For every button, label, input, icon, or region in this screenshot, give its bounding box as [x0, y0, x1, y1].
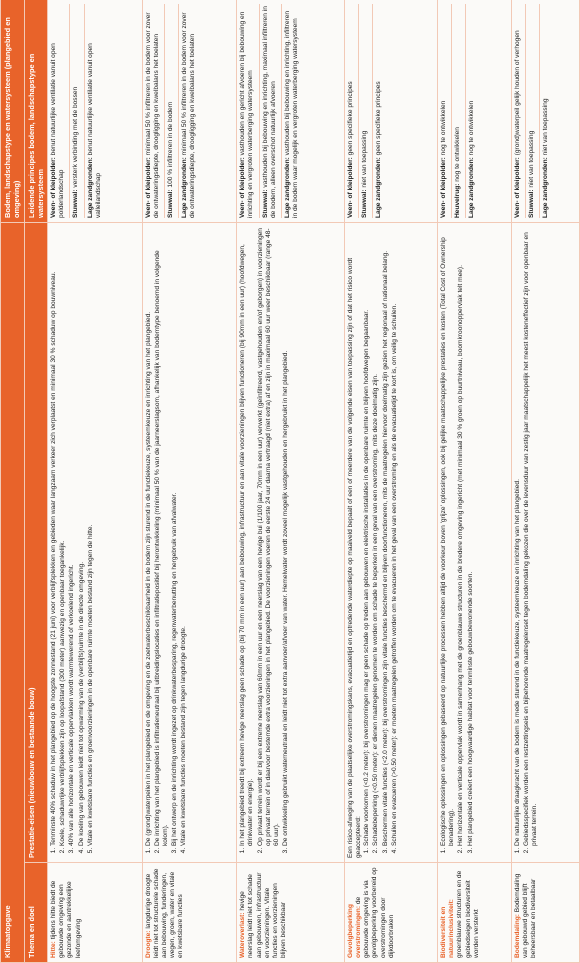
eis-item: 1. Ecologische oplossingen en oplossingen gebaseerd op natuurlijke processen hebben altijd de voorkeur boven 'grijze' oplossingen, ook bij gelijke maatschappelijke prestaties en kosten (Total Cost of Ownership benadering).	[440, 227, 456, 846]
principe-item	[540, 4, 553, 218]
eis-item: 1. In het plangebied treedt bij extreem hevige neerslag geen schade op (bij 70 mm in een uur) aan bebouwing, infrastructuur en aan vitale voorzieningen blijven functioneren (bij 90mm in een uur) (hoofdwegen, drinkwater en energie).	[239, 227, 255, 846]
eis-item: 1. Tenminste 40% schaduw in het plangebied op de hoogste zonnestand (21 juni) voor verblijfsplekken en gebieden waar langzaam verkeer zich verplaatst en minimaal 30 % schaduw op bouwniveau.	[50, 227, 58, 846]
eis-item: 3. Bij het ontwerp en de inrichting wordt ingezet op drinkwaterbesparing, regenwaterbenutting en hergebruik van afvalwater.	[171, 227, 179, 846]
theme-cell	[237, 863, 345, 963]
eis-item: 4. Vitale en kwetsbare functies moeten bestand zijn tegen langdurige droogte.	[180, 227, 188, 846]
principe-item	[282, 4, 303, 218]
theme-title: Wateroverlast:	[239, 912, 247, 958]
principe-text: (grond)waterpeil gelijk houden of verhogen	[513, 30, 521, 158]
col-eisen-header: Prestatie-eisen (nieuwbouw en bestaande bouw)	[24, 222, 48, 862]
eisen-cell	[142, 222, 237, 862]
table-row	[511, 0, 579, 963]
principe-label: Veen- of kleipolder:	[239, 157, 247, 218]
principe-text: niet van toepassing	[360, 130, 368, 190]
principe-text: vasthouden en gericht afvoeren bij bebouwing en inrichting en vergroten waterberging watersysteem	[239, 11, 255, 218]
principes-cell	[142, 0, 237, 222]
theme-text: langdurige droogte leidt niet tot structurele schade aan bebouwing, funderingen, wegen, groen, water en vitale en kwetsbare functies	[144, 868, 185, 958]
principe-label: Lage zandgronden:	[542, 157, 550, 218]
principe-item	[526, 4, 540, 218]
table-row	[48, 0, 143, 963]
principe-item	[452, 4, 466, 218]
principe-item	[260, 4, 282, 218]
principe-item	[70, 4, 84, 218]
principe-label: Veen- of kleipolder:	[513, 157, 521, 218]
eis-item: 3. Beschermen vitale functies (<2.0 meter): bij overstromingen zijn vitale functies beschermd en blijven doorfunctioneren, mits de maatregelen hiervoor doelmatig zijn gezien het regionaal of nationaal belang.	[382, 227, 390, 846]
principe-label: Lage zandgronden:	[468, 157, 476, 218]
principe-text: versterk verbinding met de bossen	[72, 86, 80, 190]
principes-cell	[237, 0, 345, 222]
eisen-cell	[438, 222, 512, 862]
principe-label: Veen- of kleipolder:	[346, 157, 354, 218]
theme-text: groenblauwe structuren en de gebiedseigen biodiversiteit worden versterkt	[456, 870, 480, 958]
principe-text: nog te ontwikkelen	[454, 127, 462, 184]
table-row	[142, 0, 237, 963]
theme-title: Gevolgbeperking overstromingen:	[346, 904, 362, 958]
principe-text: benut natuurlijke ventilatie vanuit open polderlandschap	[50, 43, 66, 218]
eisen-cell	[344, 222, 437, 862]
eisen-cell	[511, 222, 579, 862]
principe-text: geen specifieke principes	[375, 81, 383, 158]
principe-label: Stuwwal:	[72, 189, 80, 218]
principe-item	[143, 4, 165, 218]
table-row	[438, 0, 512, 963]
principe-label: Veen- of kleipolder:	[144, 157, 152, 218]
principe-label: Lage zandgronden:	[375, 157, 383, 218]
theme-cell	[142, 863, 237, 963]
principe-text: benut natuurlijke ventilatie vanuit open valleilandschap	[86, 43, 102, 218]
principe-label: Stuwwal:	[360, 189, 368, 218]
theme-cell	[344, 863, 437, 963]
theme-text: de gebouwde omgeving is via gevolgbeperking voorbereid op overstromingen door dijkdoorbraken	[354, 867, 395, 958]
col-theme-header: Thema en doel	[24, 863, 48, 963]
table-row	[344, 0, 437, 963]
eisen-cell	[48, 222, 143, 862]
principe-item	[466, 4, 479, 218]
principe-text: niet van toepassing	[542, 98, 550, 158]
principe-text: nog te ontwikkelen	[440, 100, 447, 158]
principe-item	[237, 4, 259, 218]
theme-title: Bodemdaling:	[513, 914, 521, 958]
theme-cell	[511, 863, 579, 963]
eisen-cell	[237, 222, 345, 862]
header-right-title: Bodem, landschapstype en watersysteem (plangebied en omgeving)	[1, 0, 25, 222]
eis-item: 2. Het horizontale en verticale oppervlak wordt in samenhang met de groenblauwe structuren in de bredere omgeving ingericht (met minimaal 30 % groen op buurtniveau, boomkroonoppervlak telt mee).	[457, 227, 465, 846]
principe-label: Stuwwal:	[261, 189, 269, 218]
principe-label: Stuwwal:	[166, 189, 174, 218]
principe-text: geen specifieke principes	[346, 81, 354, 158]
eis-item: 4. Schuilen en evacueren (>0.50 meter): er moeten maatregelen getroffen worden om te evacueren in het geval van een overstroming en als de evacuatietijd te kort is, om veilig te schuilen.	[391, 227, 399, 846]
theme-text: Bodemdaling van gebouwd gebied blijft beheersbaar en betaalbaar	[513, 873, 538, 958]
eis-item: 3. 40% van alle horizontale en verticale oppervlakken wordt warmtewerend of verkoelend ingericht.	[68, 227, 76, 846]
theme-title: Hitte:	[50, 941, 57, 958]
principe-text: minimaal 50 % infiltreren in de bodem voor zover de ontwateringsdiepte, droogligging en kwelbalans het toelaten	[181, 12, 197, 218]
eis-item: 1. Schade voorkomen (<0.2 meter): bij overstromingen mag er geen schade op treden aan gebouwen en elektrische installaties in de openbare ruimte en blijven hoofdwegen begaanbaar.	[363, 227, 371, 846]
principe-item	[345, 4, 359, 218]
principes-cell	[438, 0, 512, 222]
principe-text: minimaal 50 % infiltreren in de bodem voor zover de ontwateringsdiepte, droogligging en kwelbalans het toelaten	[144, 12, 160, 218]
theme-cell	[438, 863, 512, 963]
eis-item: 3. De ontwikkeling gebruikt waterneutraal en leidt niet tot extra aanvoer/afvoer van water. Hemelwater wordt zoveel mogelijk vastgehouden en hergebruikt in het plangebied.	[282, 227, 290, 846]
principe-item	[512, 4, 526, 218]
eis-item: 2. De inrichting van het plangebied is infiltratieneutraal bij uitbreidingslocaties en infiltratiepositief bij herontwikkeling (minimaal 50 % van de jaarneerslagsom, afhankelijk van bodemtype benoemd in volgende kolom).	[154, 227, 170, 846]
principe-label: Lage zandgronden:	[283, 157, 291, 218]
principe-text: 100 % infiltreren in de bodem	[166, 101, 174, 190]
eis-item: 2. Gebiedsspecifiek worden een restzettingseis en bijbehorende maatregelenset tegen bodemdaling gekozen die over de levensduur van zestig jaar maatschappelijk het meest kosteneffectief zijn voor openbaar en privaat terrein.	[523, 227, 539, 846]
eis-item: 3. Het plangebied creëert een hoogwaardige habitat voor tenminste gebouwbewonende soorten.	[467, 227, 475, 846]
principes-cell	[344, 0, 437, 222]
theme-title: Biodiversiteit en natuurinclusiviteit:	[440, 899, 456, 958]
principes-cell	[48, 0, 143, 222]
eis-item: 1. De natuurlijke draagkracht van de bodem is mede sturend in de functiekeuze, systeemkeuze en inrichting van het plangebied.	[514, 227, 522, 846]
theme-text: hevige neerslag leidt niet tot schade aan gebouwen, infrastructuur en voorzieningen. Vitale functies en voorzieningen blijven beschikbaar	[239, 872, 288, 958]
principe-label: Lage zandgronden:	[86, 157, 94, 218]
theme-text: tijdens hitte biedt de gebouwde omgeving een gezonde en aantrekkelijke leefomgeving	[50, 880, 82, 958]
principe-label: Veen- of kleipolder:	[440, 157, 447, 218]
principes-cell	[511, 0, 579, 222]
eis-item: 2. Schadebeperking (<0.50 meter): er dienen maatregelen genomen te worden om schade te beperken in een geval van een overstroming, mits deze doelmatig zijn.	[372, 227, 380, 846]
principe-item	[373, 4, 386, 218]
eis-item: 4. De koeling van gebouwen leidt niet tot opwarming van de (verblijfs)ruimte in de directe omgeving.	[78, 227, 86, 846]
principe-item	[48, 4, 70, 218]
theme-title: Droogte:	[144, 930, 152, 958]
principe-label: Veen- of kleipolder:	[50, 157, 57, 218]
principe-item	[359, 4, 373, 218]
eis-item: 1. De (grond)waterpeilen in het plangebied en de omgeving en de zoetwaterbeschikbaarheid in de bodem zijn sturend in de functiekeuze, systeemkeuze en inrichting van het plangebied.	[145, 227, 153, 846]
principe-text: niet van toepassing	[527, 130, 535, 190]
principe-item	[85, 4, 106, 218]
col-principes-header: Leidende principes bodem, landschapstype en watersysteem	[24, 0, 48, 222]
principe-label: Heuvelrug:	[454, 183, 462, 218]
eis-item: 5. Vitale en kwetsbare functies en groenvoorzieningen in de openbare ruimte moeten bestand zijn tegen de hitte.	[87, 227, 95, 846]
principe-label: Stuwwal:	[527, 189, 535, 218]
header-left-title: Klimaatopgave	[1, 222, 25, 962]
theme-cell	[48, 863, 143, 963]
eisen-intro: Een risico-afweging van de plaatselijke overstromingskans, evacuatietijd en optredende waterdiepte op maaiveld bepaalt of een of meerdere van de volgende eisen van toepassing zijn of dat het risico wordt geaccepteerd:	[346, 257, 362, 858]
eis-item: 2. Koele, schaduwrijke verblijfsplekken zijn op loopafstand (300 meter) aanwezig en openbaar toegankelijk.	[59, 227, 67, 846]
principe-item	[165, 4, 179, 218]
table-row	[237, 0, 345, 963]
principe-text: nog te ontwikkelen	[468, 100, 476, 158]
principe-item	[438, 4, 452, 218]
principe-text: vasthouden bij bebouwing en inrichting, maximaal infiltreren in de bodem, alleen overschot natuurlijk afvoeren	[261, 6, 277, 218]
principe-item	[179, 4, 200, 218]
principe-label: Lage zandgronden:	[181, 157, 189, 218]
principe-text: vasthouden bij bebouwing en inrichting, infiltreren in de bodem waar mogelijk en vergroten waterberging watersysteem	[283, 10, 300, 218]
eis-item: 2. Op privaat terrein wordt er bij een extreme neerslag van 60mm in een uur en een neerslag van een hevige bui (1/100 jaar, 70mm in een uur) verwerkt (geïnfiltreerd, vastgehouden en/of geborgen) in voorzieningen op privaat terrein of in daarvoor bestemde extra voorzieningen in het plangebied. De voorzieningen voeren de eerste 24 uur daarna vertraagd (niet extra) af en zijn in maximaal 60 uur weer beschikbaar (range 48-60 uur).	[257, 227, 282, 846]
